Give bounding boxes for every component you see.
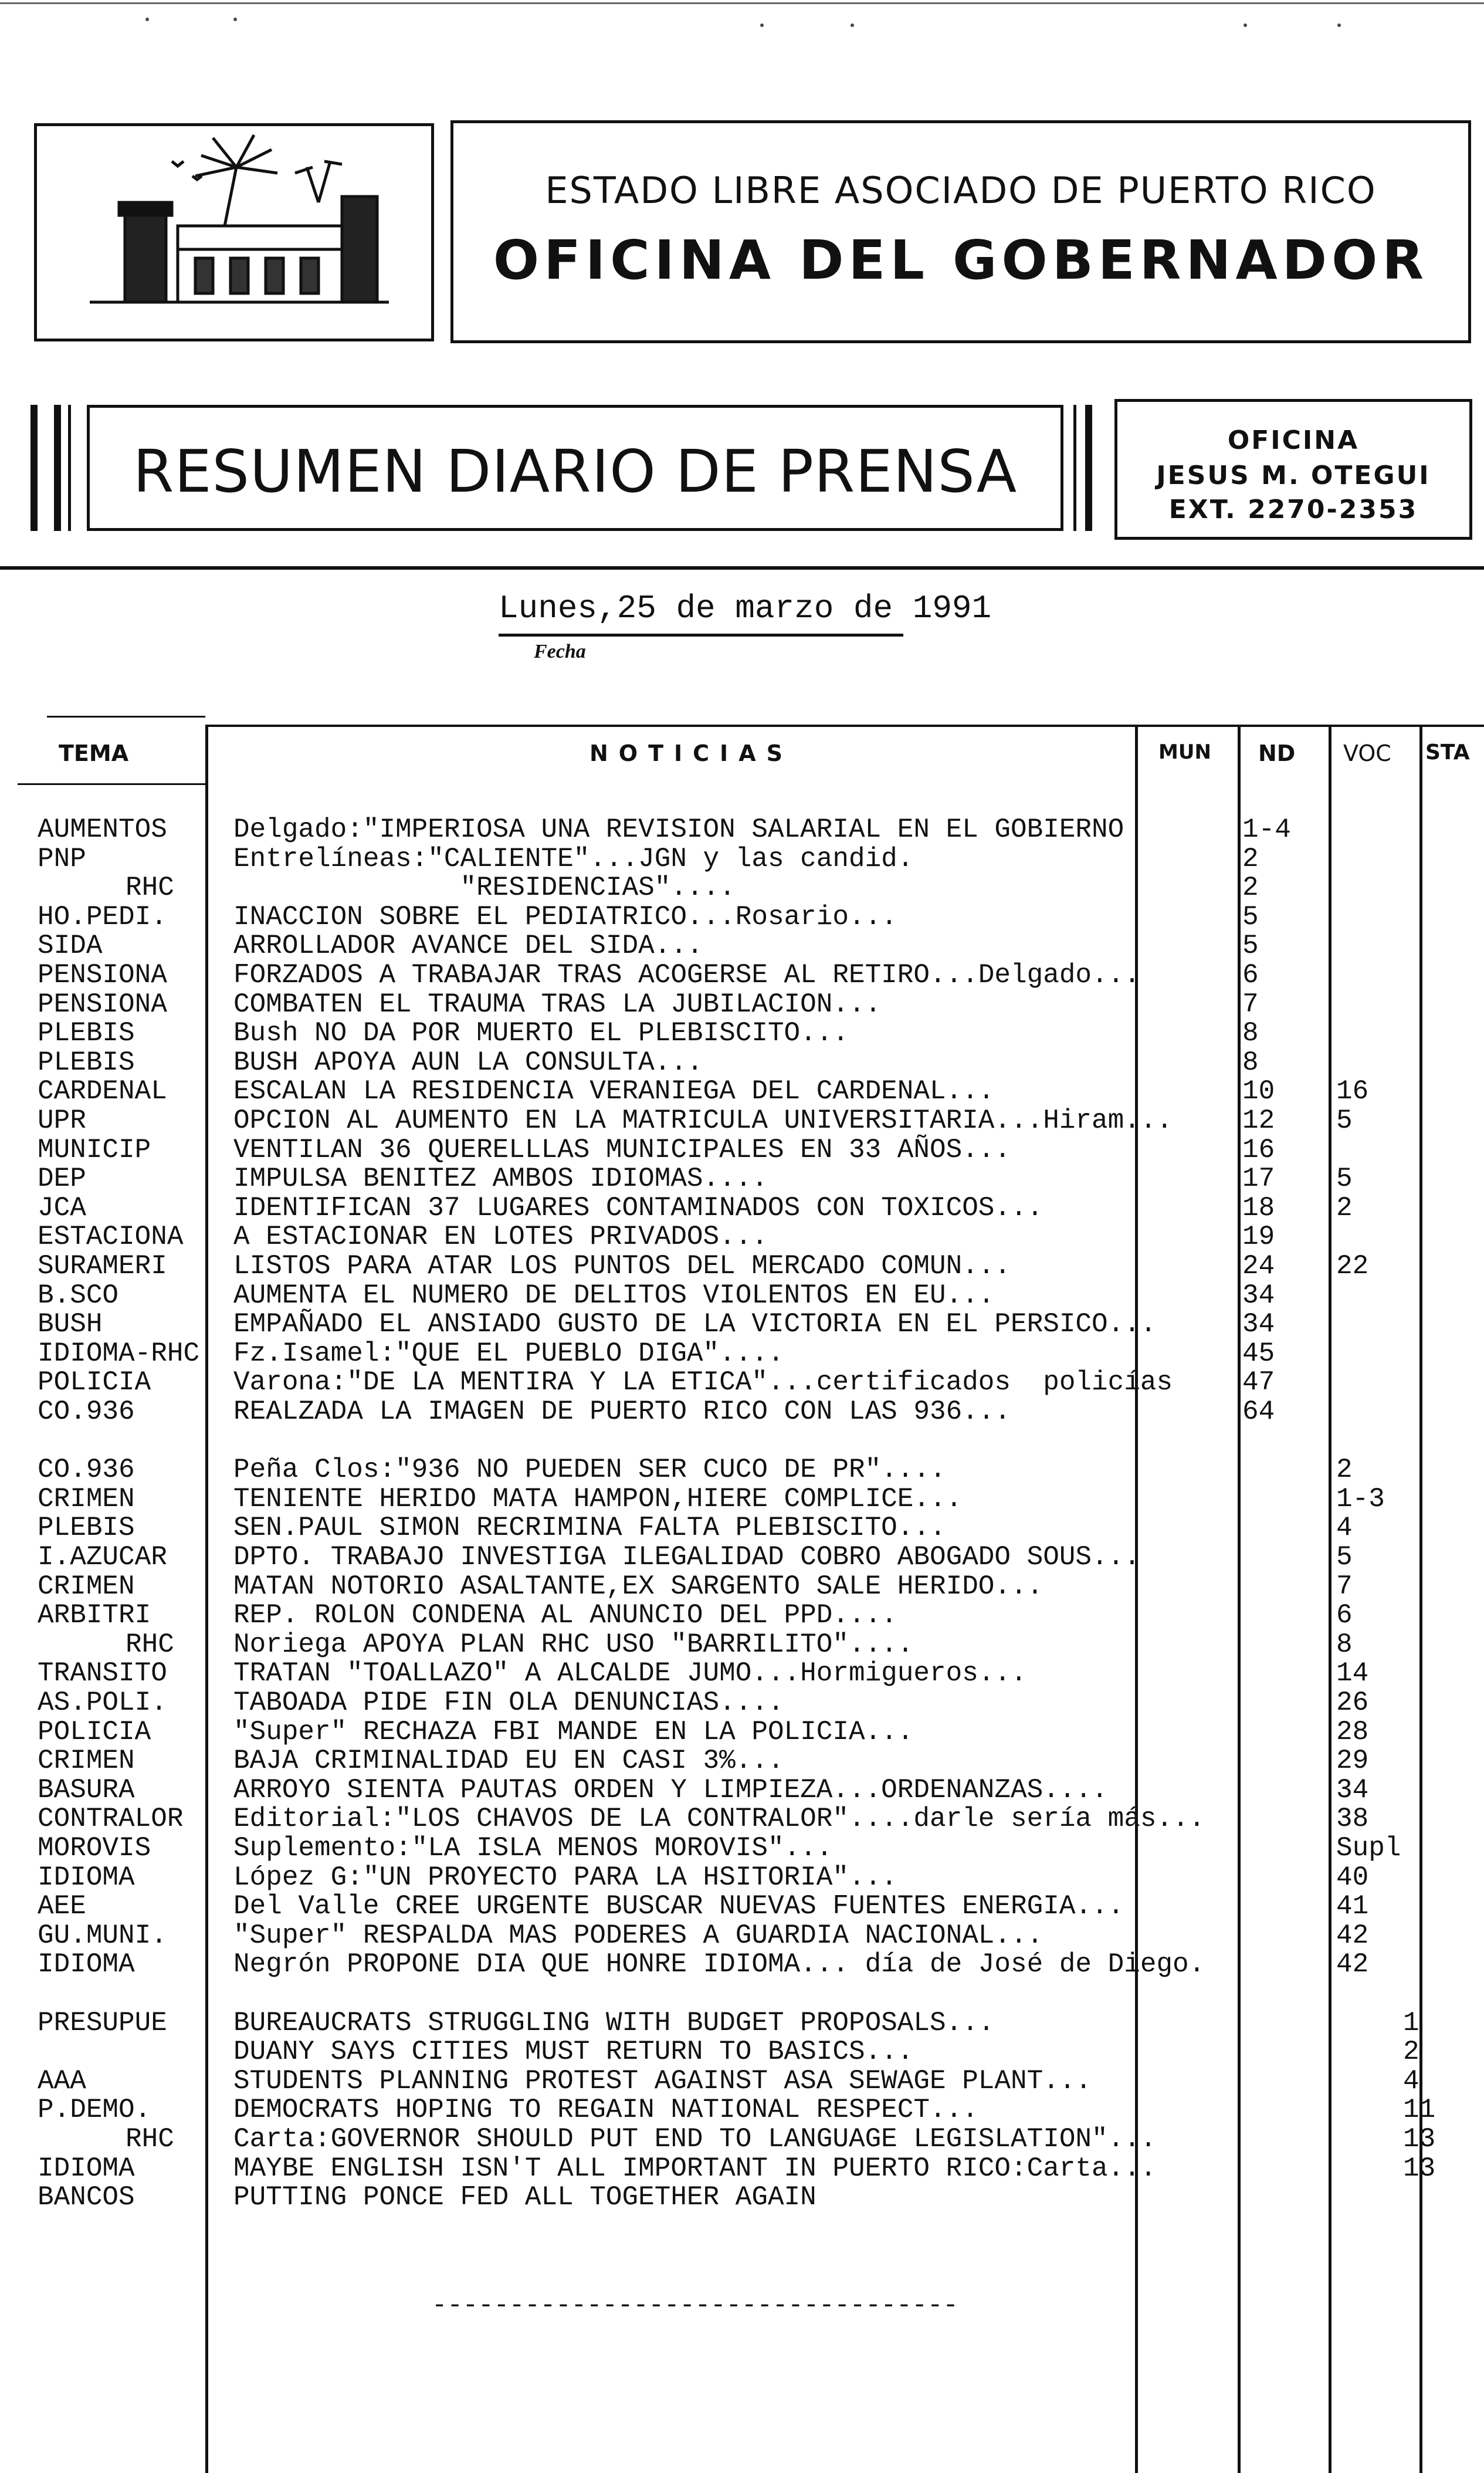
- row-headline: MAYBE ENGLISH ISN'T ALL IMPORTANT IN PUERTO RICO:Carta...: [233, 2153, 1157, 2184]
- col-header-mun: MUN: [1158, 740, 1211, 764]
- row-nd-page: 5: [1242, 902, 1259, 932]
- row-headline: IDENTIFICAN 37 LUGARES CONTAMINADOS CON TOXICOS...: [233, 1193, 1043, 1223]
- row-voc-page: 16: [1336, 1076, 1369, 1107]
- row-tema: PENSIONA: [38, 960, 167, 990]
- col-header-nd: ND: [1258, 740, 1296, 766]
- row-voc-page: 29: [1336, 1745, 1369, 1776]
- table-row: [0, 1396, 1484, 1426]
- table-row: [0, 1105, 1484, 1135]
- row-tema: PNP: [38, 844, 86, 874]
- scan-speck: [851, 23, 854, 27]
- row-tema: MOROVIS: [38, 1833, 151, 1863]
- row-headline: "RESIDENCIAS"....: [233, 872, 736, 903]
- row-tema: SURAMERI: [38, 1251, 167, 1281]
- table-row: [0, 1920, 1484, 1950]
- row-voc-page: 2: [1336, 1454, 1353, 1485]
- table-row: [0, 1600, 1484, 1629]
- table-row: [0, 1542, 1484, 1571]
- office-line-2: JESUS M. OTEGUI: [1156, 461, 1431, 490]
- row-tema: AS.POLI.: [38, 1687, 167, 1718]
- table-row: [0, 2066, 1484, 2095]
- row-headline: Suplemento:"LA ISLA MENOS MOROVIS"...: [233, 1833, 833, 1863]
- row-tema: AEE: [38, 1891, 86, 1921]
- row-voc-page: 5: [1336, 1542, 1353, 1572]
- row-tema: CO.936: [38, 1396, 135, 1427]
- row-tema: GU.MUNI.: [38, 1920, 167, 1951]
- row-headline: A ESTACIONAR EN LOTES PRIVADOS...: [233, 1222, 768, 1252]
- table-row: [0, 1222, 1484, 1251]
- header-line-2: OFICINA DEL GOBERNADOR: [493, 229, 1429, 292]
- row-nd-page: 1-4: [1242, 814, 1291, 845]
- table-row: [0, 1426, 1484, 1455]
- row-nd-page: 10: [1242, 1076, 1275, 1107]
- row-headline: Delgado:"IMPERIOSA UNA REVISION SALARIAL EN EL GOBIERNO: [233, 814, 1124, 845]
- table-row: [0, 1251, 1484, 1280]
- table-row: [0, 2036, 1484, 2066]
- row-headline: TRATAN "TOALLAZO" A ALCALDE JUMO...Hormigueros...: [233, 1658, 1027, 1689]
- row-voc-page: 6: [1336, 1600, 1353, 1630]
- header-divider: [0, 566, 1484, 570]
- row-headline: DPTO. TRABAJO INVESTIGA ILEGALIDAD COBRO ABOGADO SOUS...: [233, 1542, 1140, 1572]
- row-sta-page: 11: [1403, 2095, 1436, 2125]
- row-tema: PLEBIS: [38, 1047, 135, 1078]
- row-tema: IDIOMA: [38, 1949, 135, 1980]
- row-headline: BUREAUCRATS STRUGGLING WITH BUDGET PROPOSALS...: [233, 2008, 995, 2038]
- row-tema: BASURA: [38, 1775, 135, 1805]
- row-headline: "Super" RECHAZA FBI MANDE EN LA POLICIA...: [233, 1717, 914, 1747]
- banner-bar: [68, 405, 71, 531]
- title-box: [450, 120, 1471, 343]
- row-headline: Fz.Isamel:"QUE EL PUEBLO DIGA"....: [233, 1338, 784, 1369]
- row-tema: RHC: [126, 872, 174, 903]
- row-tema: CRIMEN: [38, 1745, 135, 1776]
- row-headline: Del Valle CREE URGENTE BUSCAR NUEVAS FUENTES ENERGIA...: [233, 1891, 1124, 1921]
- table-row: [0, 1047, 1484, 1077]
- table-row: [0, 1978, 1484, 2008]
- row-headline: SEN.PAUL SIMON RECRIMINA FALTA PLEBISCITO...: [233, 1513, 946, 1543]
- row-tema: MUNICIP: [38, 1135, 151, 1165]
- table-row: [0, 1629, 1484, 1659]
- row-voc-page: 8: [1336, 1629, 1353, 1660]
- row-voc-page: 26: [1336, 1687, 1369, 1718]
- row-tema: P.DEMO.: [38, 2095, 151, 2125]
- row-tema: IDIOMA: [38, 1862, 135, 1893]
- row-voc-page: 7: [1336, 1571, 1353, 1602]
- row-nd-page: 24: [1242, 1251, 1275, 1281]
- table-row: [0, 1862, 1484, 1892]
- row-headline: STUDENTS PLANNING PROTEST AGAINST ASA SEWAGE PLANT...: [233, 2066, 1092, 2096]
- row-tema: B.SCO: [38, 1280, 119, 1311]
- table-row: [0, 902, 1484, 931]
- banner-bar: [31, 405, 38, 531]
- row-headline: Entrelíneas:"CALIENTE"...JGN y las candid.: [233, 844, 914, 874]
- row-headline: DEMOCRATS HOPING TO REGAIN NATIONAL RESPECT...: [233, 2095, 978, 2125]
- row-voc-page: 14: [1336, 1658, 1369, 1689]
- row-headline: ESCALAN LA RESIDENCIA VERANIEGA DEL CARDENAL...: [233, 1076, 995, 1107]
- row-tema: CARDENAL: [38, 1076, 167, 1107]
- row-tema: SIDA: [38, 931, 103, 961]
- row-voc-page: 28: [1336, 1717, 1369, 1747]
- row-voc-page: 22: [1336, 1251, 1369, 1281]
- row-headline: EMPAÑADO EL ANSIADO GUSTO DE LA VICTORIA EN EL PERSICO...: [233, 1309, 1157, 1339]
- row-headline: ARROLLADOR AVANCE DEL SIDA...: [233, 931, 703, 961]
- office-box: [1114, 399, 1472, 540]
- table-row: [0, 1949, 1484, 1978]
- table-row: [0, 1658, 1484, 1687]
- row-headline: Bush NO DA POR MUERTO EL PLEBISCITO...: [233, 1018, 849, 1048]
- row-sta-page: 4: [1403, 2066, 1419, 2096]
- row-sta-page: 13: [1403, 2153, 1436, 2184]
- row-headline: ARROYO SIENTA PAUTAS ORDEN Y LIMPIEZA...ORDENANZAS....: [233, 1775, 1108, 1805]
- row-headline: Editorial:"LOS CHAVOS DE LA CONTRALOR"....darle sería más...: [233, 1804, 1205, 1834]
- scan-speck: [1337, 23, 1341, 27]
- row-headline: Negrón PROPONE DIA QUE HONRE IDIOMA... día de José de Diego.: [233, 1949, 1205, 1980]
- row-tema: PENSIONA: [38, 989, 167, 1020]
- table-row: [0, 1717, 1484, 1746]
- row-headline: Peña Clos:"936 NO PUEDEN SER CUCO DE PR"....: [233, 1454, 946, 1485]
- row-tema: BANCOS: [38, 2182, 135, 2212]
- row-tema: AUMENTOS: [38, 814, 167, 845]
- row-tema: ARBITRI: [38, 1600, 151, 1630]
- row-nd-page: 64: [1242, 1396, 1275, 1427]
- banner-box: [87, 405, 1063, 531]
- table-row: [0, 1513, 1484, 1542]
- table-row: [0, 1076, 1484, 1105]
- row-nd-page: 34: [1242, 1280, 1275, 1311]
- col-header-sta: STA: [1425, 740, 1470, 764]
- row-voc-page: 40: [1336, 1862, 1369, 1893]
- row-nd-page: 45: [1242, 1338, 1275, 1369]
- col-header-voc: VOC: [1343, 740, 1391, 766]
- table-row: [0, 1775, 1484, 1804]
- row-headline: FORZADOS A TRABAJAR TRAS ACOGERSE AL RETIRO...Delgado...: [233, 960, 1140, 990]
- banner-title: RESUMEN DIARIO DE PRENSA: [133, 437, 1018, 506]
- table-row: [0, 1309, 1484, 1338]
- table-row: [0, 1833, 1484, 1862]
- table-row: [0, 1163, 1484, 1193]
- date: Lunes,25 de marzo de 1991: [499, 590, 992, 627]
- row-tema: POLICIA: [38, 1717, 151, 1747]
- table-header-rule: [18, 783, 205, 785]
- row-nd-page: 18: [1242, 1193, 1275, 1223]
- row-headline: REALZADA LA IMAGEN DE PUERTO RICO CON LAS 936...: [233, 1396, 1011, 1427]
- row-headline: BUSH APOYA AUN LA CONSULTA...: [233, 1047, 703, 1078]
- row-tema: I.AZUCAR: [38, 1542, 167, 1572]
- row-tema: AAA: [38, 2066, 86, 2096]
- scan-speck: [1244, 23, 1247, 27]
- row-tema: ESTACIONA: [38, 1222, 184, 1252]
- row-nd-page: 5: [1242, 931, 1259, 961]
- row-sta-page: 2: [1403, 2036, 1419, 2067]
- row-headline: DUANY SAYS CITIES MUST RETURN TO BASICS...: [233, 2036, 914, 2067]
- row-nd-page: 8: [1242, 1018, 1259, 1048]
- row-tema: PLEBIS: [38, 1513, 135, 1543]
- row-tema: BUSH: [38, 1309, 103, 1339]
- row-voc-page: 5: [1336, 1105, 1353, 1136]
- table-row: [0, 1571, 1484, 1601]
- row-tema: POLICIA: [38, 1367, 151, 1398]
- header-line-1: ESTADO LIBRE ASOCIADO DE PUERTO RICO: [545, 169, 1377, 212]
- row-tema: DEP: [38, 1163, 86, 1194]
- row-voc-page: 42: [1336, 1949, 1369, 1980]
- row-voc-page: Supl: [1336, 1833, 1401, 1863]
- row-tema: RHC: [126, 1629, 174, 1660]
- row-nd-page: 7: [1242, 989, 1259, 1020]
- row-tema: IDIOMA: [38, 2153, 135, 2184]
- row-nd-page: 8: [1242, 1047, 1259, 1078]
- table-row: [0, 2095, 1484, 2124]
- row-tema: CRIMEN: [38, 1571, 135, 1602]
- row-voc-page: 5: [1336, 1163, 1353, 1194]
- row-headline: López G:"UN PROYECTO PARA LA HSITORIA"...: [233, 1862, 897, 1893]
- row-headline: TABOADA PIDE FIN OLA DENUNCIAS....: [233, 1687, 784, 1718]
- row-tema: HO.PEDI.: [38, 902, 167, 932]
- row-tema: CO.936: [38, 1454, 135, 1485]
- office-line-1: OFICINA: [1227, 425, 1360, 455]
- banner-bar: [1073, 405, 1076, 531]
- logo-box: [34, 123, 434, 341]
- row-voc-page: 34: [1336, 1775, 1369, 1805]
- table-row: [0, 1745, 1484, 1775]
- col-header-tema: TEMA: [59, 740, 129, 766]
- row-tema: PLEBIS: [38, 1018, 135, 1048]
- row-nd-page: 2: [1242, 844, 1259, 874]
- row-headline: "Super" RESPALDA MAS PODERES A GUARDIA NACIONAL...: [233, 1920, 1043, 1951]
- row-voc-page: 1-3: [1336, 1484, 1385, 1514]
- table-row: [0, 1193, 1484, 1222]
- row-sta-page: 1: [1403, 2008, 1419, 2038]
- table-top-rule: [47, 716, 205, 718]
- row-nd-page: 19: [1242, 1222, 1275, 1252]
- table-row: [0, 2008, 1484, 2037]
- row-sta-page: 13: [1403, 2124, 1436, 2154]
- table-row: [0, 1484, 1484, 1513]
- row-voc-page: 2: [1336, 1193, 1353, 1223]
- row-nd-page: 12: [1242, 1105, 1275, 1136]
- row-headline: PUTTING PONCE FED ALL TOGETHER AGAIN: [233, 2182, 816, 2212]
- row-headline: REP. ROLON CONDENA AL ANUNCIO DEL PPD....: [233, 1600, 897, 1630]
- row-voc-page: 4: [1336, 1513, 1353, 1543]
- table-row: [0, 2182, 1484, 2211]
- row-headline: BAJA CRIMINALIDAD EU EN CASI 3%...: [233, 1745, 784, 1776]
- row-headline: TENIENTE HERIDO MATA HAMPON,HIERE COMPLICE...: [233, 1484, 963, 1514]
- scan-speck: [760, 23, 764, 27]
- row-nd-page: 2: [1242, 872, 1259, 903]
- table-row: [0, 814, 1484, 844]
- row-headline: IMPULSA BENITEZ AMBOS IDIOMAS....: [233, 1163, 768, 1194]
- table-row: [0, 1804, 1484, 1833]
- row-voc-page: 41: [1336, 1891, 1369, 1921]
- table-row: [0, 2124, 1484, 2153]
- row-nd-page: 47: [1242, 1367, 1275, 1398]
- row-tema: PRESUPUE: [38, 2008, 167, 2038]
- row-nd-page: 6: [1242, 960, 1259, 990]
- row-headline: VENTILAN 36 QUERELLLAS MUNICIPALES EN 33 AÑOS...: [233, 1135, 1011, 1165]
- table-top-rule: [205, 725, 1484, 727]
- table-row: [0, 960, 1484, 989]
- row-nd-page: 34: [1242, 1309, 1275, 1339]
- col-header-noticias: NOTICIAS: [589, 740, 793, 766]
- table-row: [0, 1018, 1484, 1047]
- scan-top-edge: [0, 2, 1484, 4]
- table-row: [0, 1135, 1484, 1164]
- row-headline: LISTOS PARA ATAR LOS PUNTOS DEL MERCADO COMUN...: [233, 1251, 1011, 1281]
- table-row: [0, 1454, 1484, 1484]
- row-nd-page: 17: [1242, 1163, 1275, 1194]
- row-tema: CONTRALOR: [38, 1804, 184, 1834]
- table-row: [0, 2153, 1484, 2183]
- fortaleza-logo-icon: [37, 126, 431, 339]
- row-tema: JCA: [38, 1193, 86, 1223]
- banner-bar: [1085, 405, 1092, 531]
- row-headline: AUMENTA EL NUMERO DE DELITOS VIOLENTOS EN EU...: [233, 1280, 995, 1311]
- row-headline: COMBATEN EL TRAUMA TRAS LA JUBILACION...: [233, 989, 882, 1020]
- row-tema: TRANSITO: [38, 1658, 167, 1689]
- row-headline: MATAN NOTORIO ASALTANTE,EX SARGENTO SALE HERIDO...: [233, 1571, 1043, 1602]
- table-row: [0, 1687, 1484, 1717]
- table-row: [0, 989, 1484, 1019]
- table-row: [0, 844, 1484, 873]
- date-caption: Fecha: [534, 641, 586, 662]
- office-line-3: EXT. 2270-2353: [1168, 495, 1418, 525]
- closing-dashed-rule: ----------------------------------: [432, 2291, 958, 2320]
- banner-bar: [54, 405, 61, 531]
- scan-speck: [145, 18, 149, 21]
- row-headline: INACCION SOBRE EL PEDIATRICO...Rosario...: [233, 902, 897, 932]
- row-headline: OPCION AL AUMENTO EN LA MATRICULA UNIVERSITARIA...Hiram...: [233, 1105, 1173, 1136]
- row-tema: RHC: [126, 2124, 174, 2154]
- row-voc-page: 38: [1336, 1804, 1369, 1834]
- table-row: [0, 872, 1484, 902]
- table-row: [0, 931, 1484, 960]
- row-headline: Varona:"DE LA MENTIRA Y LA ETICA"...certificados policías: [233, 1367, 1173, 1398]
- table-row: [0, 1891, 1484, 1920]
- row-tema: CRIMEN: [38, 1484, 135, 1514]
- date-underline: [499, 634, 903, 637]
- row-nd-page: 16: [1242, 1135, 1275, 1165]
- row-tema: UPR: [38, 1105, 86, 1136]
- table-row: [0, 1367, 1484, 1396]
- row-tema: IDIOMA-RHC: [38, 1338, 200, 1369]
- scan-speck: [233, 18, 237, 21]
- row-headline: Noriega APOYA PLAN RHC USO "BARRILITO"....: [233, 1629, 914, 1660]
- row-voc-page: 42: [1336, 1920, 1369, 1951]
- row-headline: Carta:GOVERNOR SHOULD PUT END TO LANGUAGE LEGISLATION"...: [233, 2124, 1157, 2154]
- table-row: [0, 1280, 1484, 1310]
- table-row: [0, 1338, 1484, 1368]
